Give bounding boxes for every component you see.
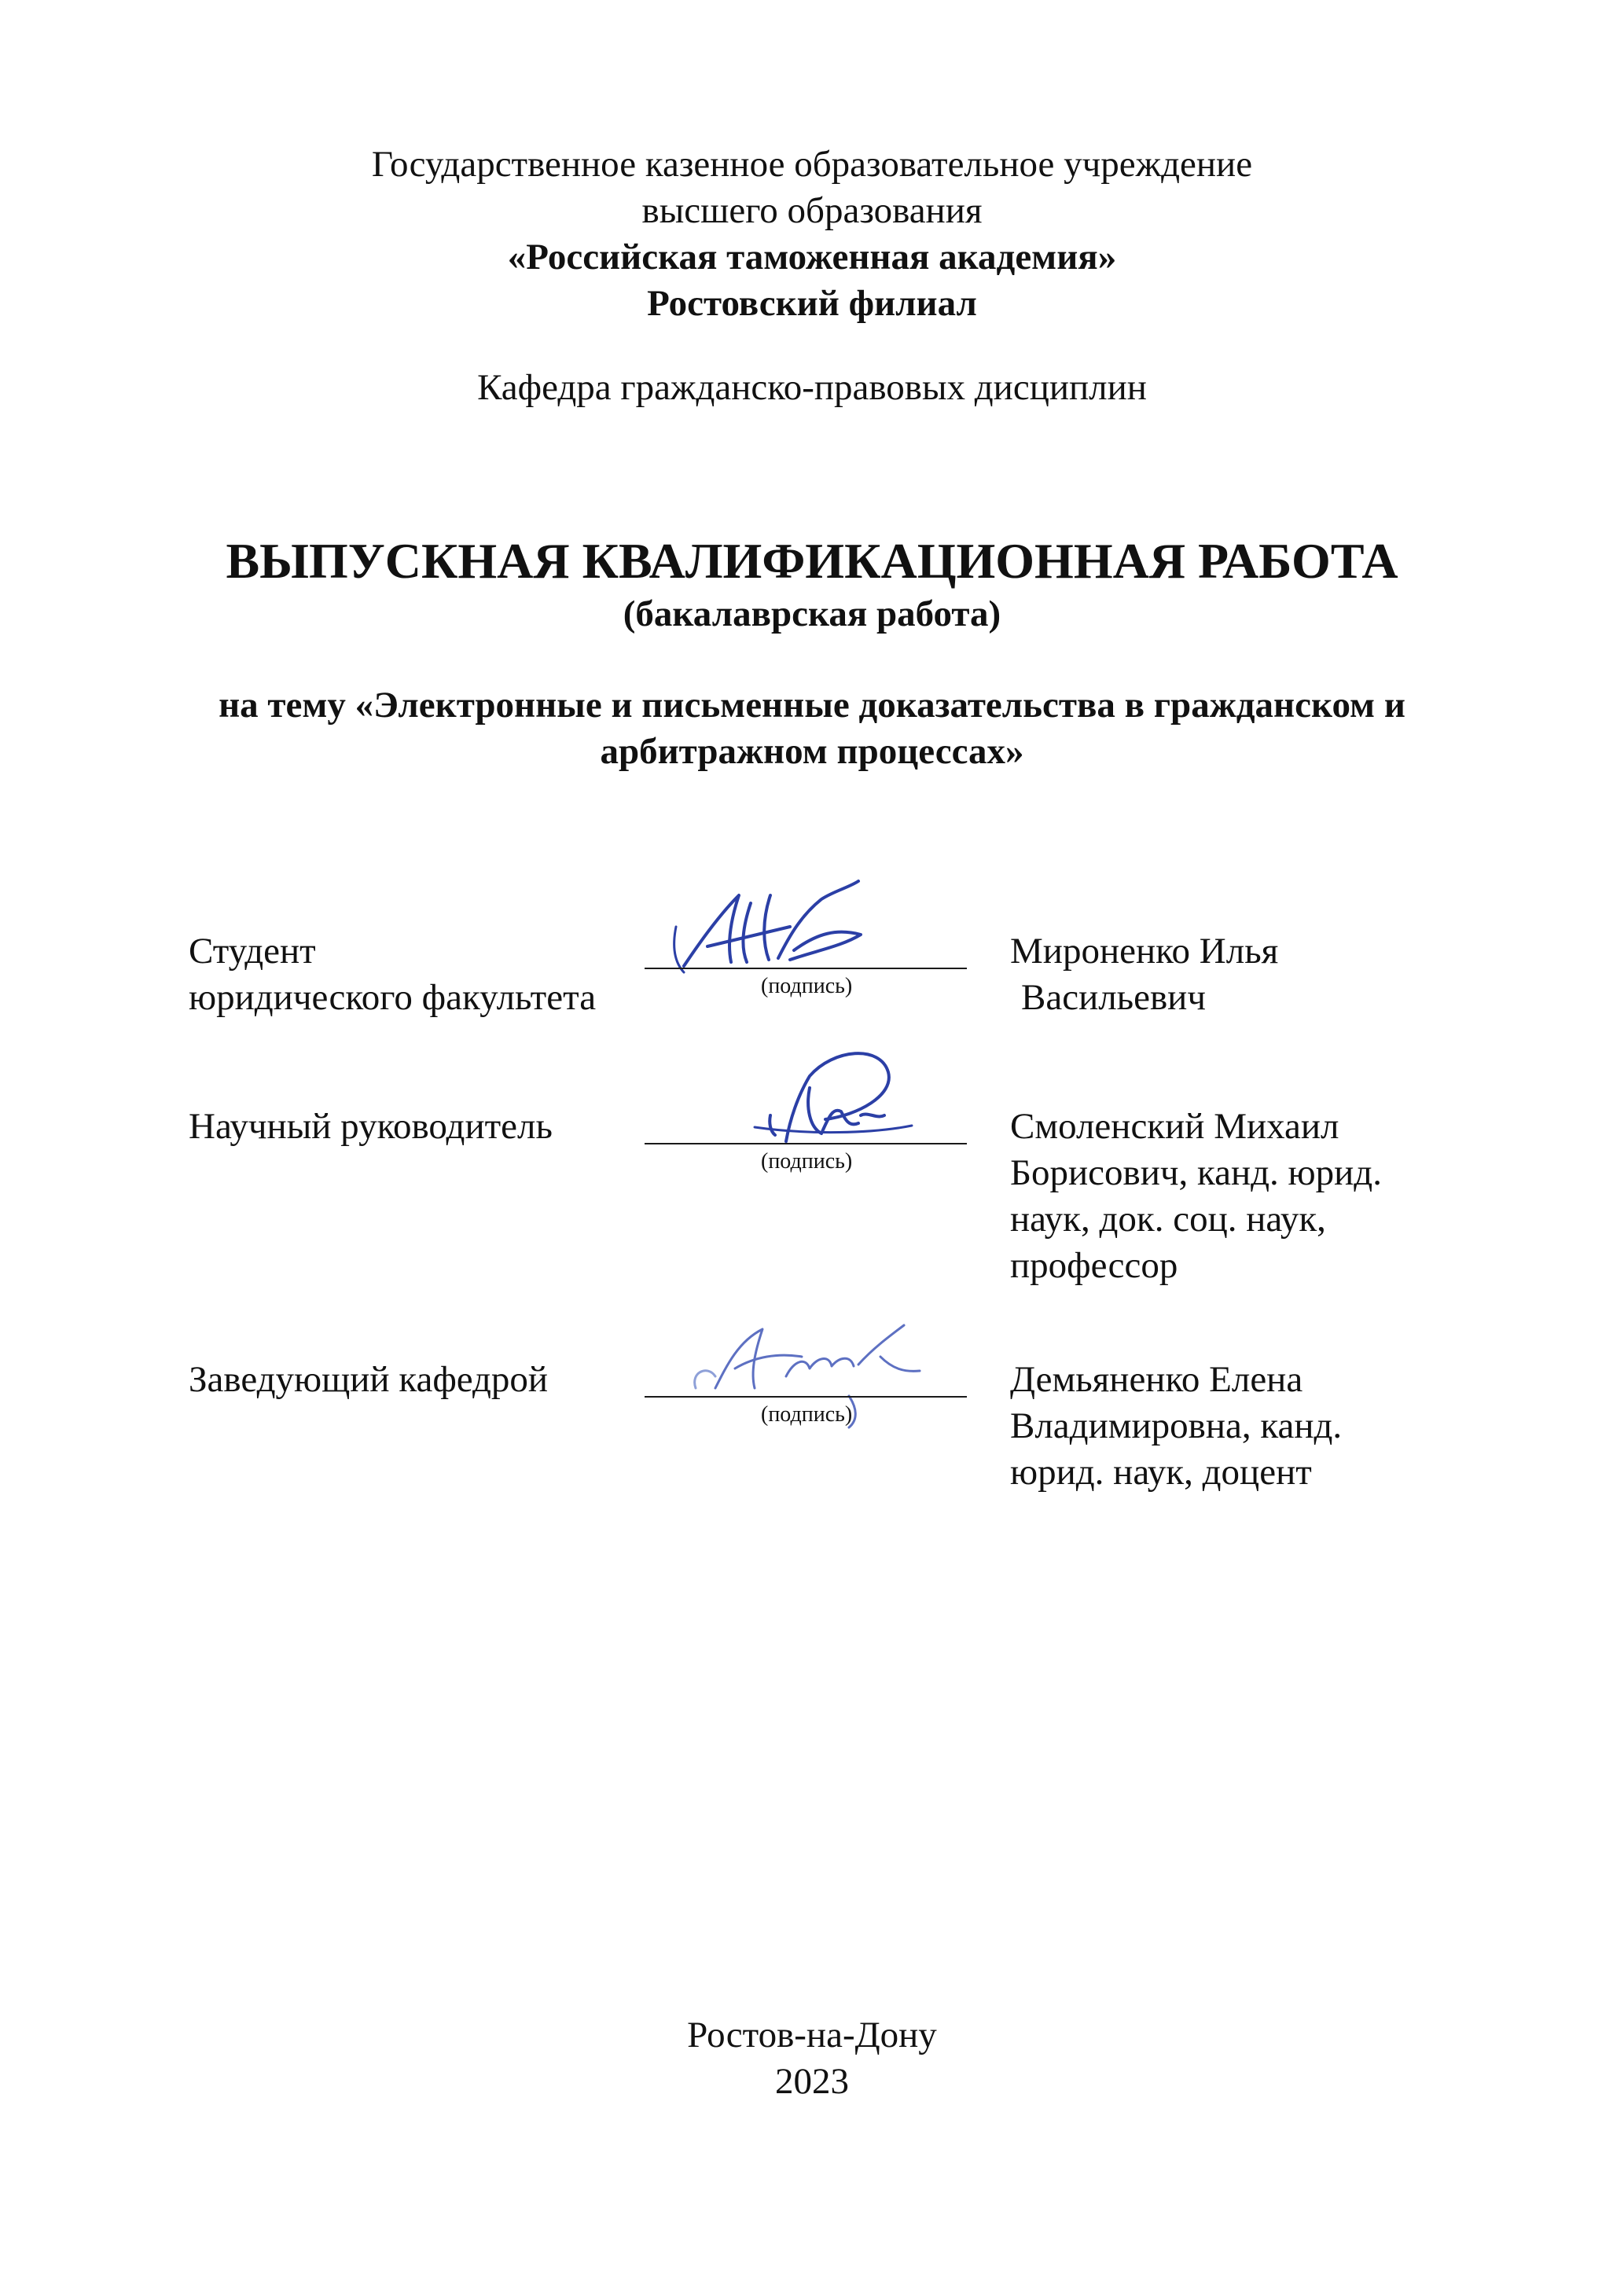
academy-name: «Российская таможенная академия» (507, 237, 1117, 277)
branch-name: Ростовский филиал (647, 283, 977, 324)
role-student: Студент юридического факультета (189, 931, 597, 1018)
institution-type: Государственное казенное образовательное учреждение (371, 144, 1253, 185)
year: 2023 (775, 2061, 849, 2102)
signature-line (645, 1396, 967, 1398)
education-level: высшего образования (641, 190, 983, 231)
student-name: Мироненко Илья Васильевич (1010, 931, 1279, 1018)
signature-caption: (подпись) (761, 974, 853, 998)
work-subtitle: (бакалаврская работа) (623, 593, 1001, 634)
supervisor-signature-icon (652, 1041, 935, 1159)
supervisor-name: Смоленский Михаил Борисович, канд. юрид. наук, док. соц. наук, профессор (1010, 1106, 1382, 1286)
role-supervisor: Научный руководитель (189, 1106, 553, 1147)
role-head: Заведующий кафедрой (189, 1359, 549, 1400)
work-title: ВЫПУСКНАЯ КВАЛИФИКАЦИОННАЯ РАБОТА (226, 533, 1398, 589)
signature-caption: (подпись) (761, 1402, 853, 1427)
institution-header (0, 141, 1624, 327)
signature-line (645, 1143, 967, 1144)
topic-line-1: на тему «Электронные и письменные доказательства в гражданском и (219, 685, 1405, 726)
signature-caption: (подпись) (761, 1149, 853, 1174)
student-signature-icon (652, 872, 935, 990)
department-name: Кафедра гражданско-правовых дисциплин (477, 367, 1147, 408)
head-name: Демьяненко Елена Владимировна, канд. юрид. наук, доцент (1010, 1359, 1343, 1493)
city: Ростов-на-Дону (687, 2015, 937, 2055)
topic-line-2: арбитражном процессах» (600, 731, 1024, 772)
department (0, 365, 1624, 411)
signature-line (645, 968, 967, 969)
work-title-block (0, 531, 1624, 637)
footer (0, 2012, 1624, 2105)
topic-block (0, 682, 1624, 775)
